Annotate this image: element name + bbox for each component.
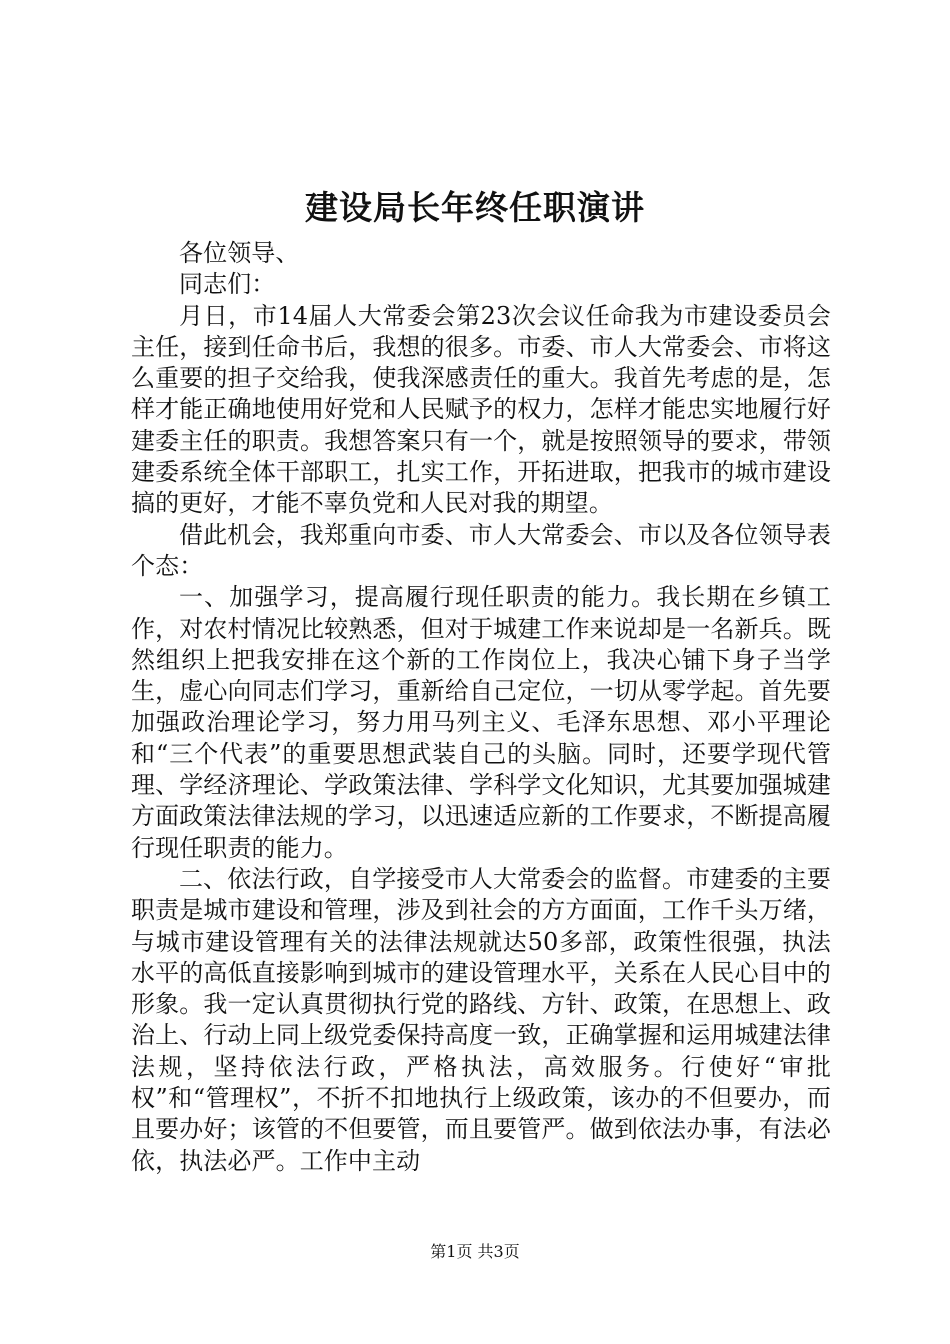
page-number-footer: 第1页 共3页: [430, 1242, 520, 1261]
document-body: [131, 238, 831, 1177]
paragraph-appointment: 月日，市14届人大常委会第23次会议任命我为市建设委员会主任，接到任命书后，我想的很多。市委、市人大常委会、市将这么重要的担子交给我，使我深感责任的重大。我首先考虑的是，怎样才能正确地使用好党和人民赋予的权力，怎样才能忠实地履行好建委主任的职责。我想答案只有一个，就是按照领导的要求，带领建委系统全体干部职工，扎实工作，开拓进取，把我市的城市建设搞的更好，才能不辜负党和人民对我的期望。: [131, 301, 831, 518]
paragraph-statement-intro: 借此机会，我郑重向市委、市人大常委会、市以及各位领导表个态：: [131, 520, 831, 580]
paragraph-point-one: 一、加强学习，提高履行现任职责的能力。我长期在乡镇工作，对农村情况比较熟悉，但对于城建工作来说却是一名新兵。既然组织上把我安排在这个新的工作岗位上，我决心铺下身子当学生，虚心向同志们学习，重新给自己定位，一切从零学起。首先要加强政治理论学习，努力用马列主义、毛泽东思想、邓小平理论和“三个代表”的重要思想武装自己的头脑。同时，还要学现代管理、学经济理论、学政策法律、学科学文化知识，尤其要加强城建方面政策法律法规的学习，以迅速适应新的工作要求，不断提高履行现任职责的能力。: [131, 583, 831, 862]
paragraph-point-two: 二、依法行政，自学接受市人大常委会的监督。市建委的主要职责是城市建设和管理，涉及到社会的方方面面，工作千头万绪，与城市建设管理有关的法律法规就达50多部，政策性很强，执法水平的高低直接影响到城市的建设管理水平，关系在人民心目中的形象。我一定认真贯彻执行党的路线、方针、政策，在思想上、政治上、行动上同上级党委保持高度一致，正确掌握和运用城建法律法规，坚持依法行政，严格执法，高效服务。行使好“审批权”和“管理权”，不折不扣地执行上级政策，该办的不但要办，而且要办好；该管的不但要管，而且要管严。做到依法办事，有法必依，执法必严。工作中主动: [131, 864, 831, 1175]
page-title: 建设局长年终任职演讲: [305, 188, 645, 227]
salutation-leaders: 各位领导、: [179, 239, 300, 267]
salutation-comrades: 同志们：: [179, 270, 276, 299]
